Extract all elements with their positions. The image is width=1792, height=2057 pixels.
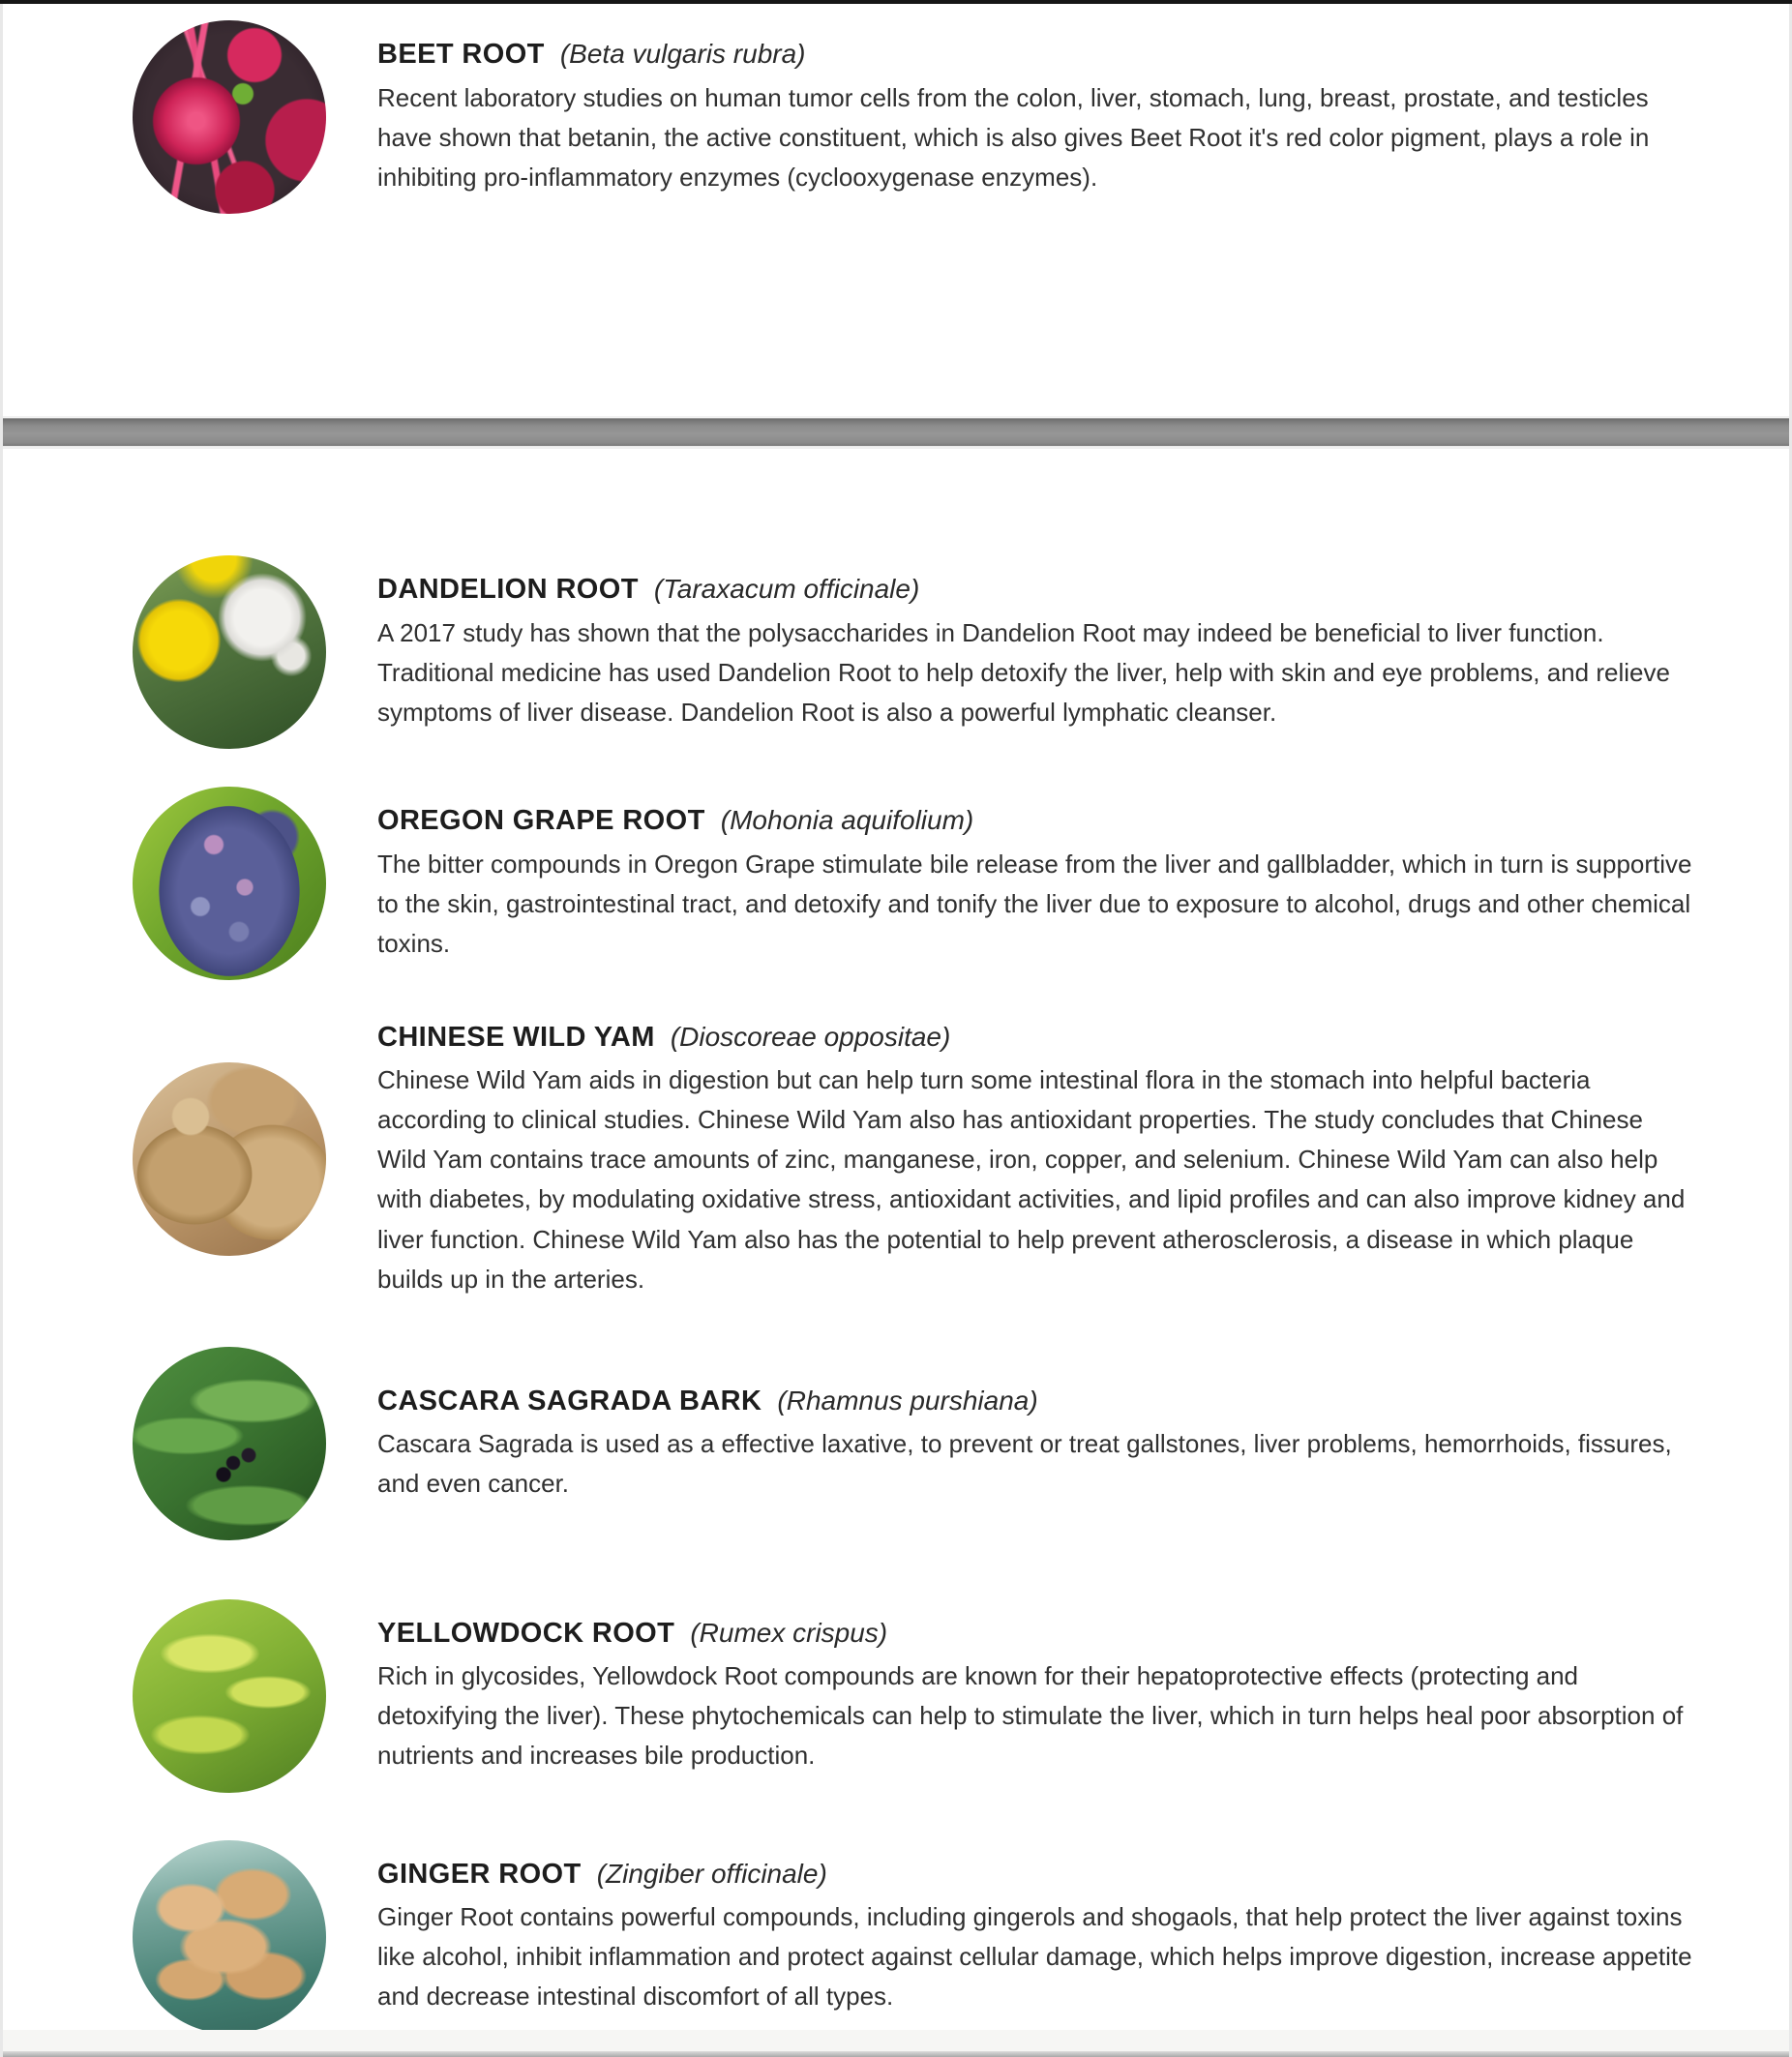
section-text [377,803,1693,963]
section-yellowdock-root [133,1599,1792,1793]
section-heading [377,1616,1693,1651]
yellowdock-photo [133,1599,326,1793]
chinese-wild-yam-photo [133,1062,326,1256]
section-heading [377,803,1693,838]
oregon-grape-photo [133,787,326,980]
ingredient-description: Ginger Root contains powerful compounds, including gingerols and shogaols, that help protect the liver against toxins like alcohol, inhibit inflammation and protect against cellular damage, which helps improve digestion, increase appetite and decrease intestinal discomfort of all types. [377,1902,1692,2012]
section-text [377,1020,1693,1299]
ingredient-latin-name: (Taraxacum officinale) [653,574,920,605]
bottom-border [0,2051,1792,2057]
section-heading [377,572,1693,607]
ingredient-latin-name: (Dioscoreae oppositae) [670,1022,951,1052]
ingredient-name: CASCARA SAGRADA BARK [377,1385,762,1416]
ingredient-description: Chinese Wild Yam aids in digestion but can help turn some intestinal flora in the stomach into helpful bacteria according to clinical studies. Chinese Wild Yam also has antioxidant properties. The study concludes that Chinese Wild Yam contains trace amounts of zinc, manganese, iron, copper, and selenium. Chinese Wild Yam can also help with diabetes, by modulating oxidative stress, antioxidant activities, and lipid profiles and can also improve kidney and liver function. Chinese Wild Yam also has the potential to help prevent atherosclerosis, a disease in which plaque builds up in the arteries. [377,1065,1686,1294]
section-text [377,1616,1693,1775]
ingredient-latin-name: (Zingiber officinale) [596,1858,827,1889]
page-divider-bar [0,416,1792,449]
ingredient-name: YELLOWDOCK ROOT [377,1617,675,1649]
section-cascara-sagrada-bark [133,1347,1792,1540]
section-beet-root [133,20,1792,214]
ingredient-latin-name: (Rhamnus purshiana) [777,1385,1038,1416]
section-chinese-wild-yam [133,1020,1792,1299]
ingredient-name: CHINESE WILD YAM [377,1022,655,1053]
page-2 [0,555,1792,2057]
ingredient-latin-name: (Mohonia aquifolium) [720,805,974,836]
section-heading [377,1020,1693,1055]
ingredient-name: GINGER ROOT [377,1858,582,1890]
ingredient-latin-name: (Beta vulgaris rubra) [559,39,806,70]
top-border [0,0,1792,4]
page-1 [0,20,1792,416]
ingredient-description: A 2017 study has shown that the polysaccharides in Dandelion Root may indeed be beneficial to liver function. Traditional medicine has used Dandelion Root to help detoxify the liver, help with skin and eye problems, and relieve symptoms of liver disease. Dandelion Root is also a powerful lymphatic cleanser. [377,617,1670,727]
section-heading [377,1857,1693,1892]
ingredient-description: Cascara Sagrada is used as a effective laxative, to prevent or treat gallstones, liver problems, hemorrhoids, fissures, and even cancer. [377,1428,1672,1498]
section-text [377,1857,1693,2016]
section-heading [377,1384,1693,1418]
section-text [377,1384,1693,1504]
cascara-sagrada-photo [133,1347,326,1540]
beet-root-photo [133,20,326,214]
left-page-border [0,0,3,2057]
section-dandelion-root [133,555,1792,749]
ingredient-description: Rich in glycosides, Yellowdock Root compounds are known for their hepatoprotective effects (protecting and detoxifying the liver). These phytochemicals can help to stimulate the liver, which in turn helps heal poor absorption of nutrients and increases bile production. [377,1661,1684,1771]
dandelion-photo [133,555,326,749]
ingredient-description: The bitter compounds in Oregon Grape stimulate bile release from the liver and gallbladder, which in turn is supportive to the skin, gastrointestinal tract, and detoxify and tonify the liver due to exposure to alcohol, drugs and other chemical toxins. [377,849,1692,958]
section-ginger-root [133,1840,1792,2034]
ingredient-name: OREGON GRAPE ROOT [377,805,705,837]
bottom-page-edge [0,2030,1792,2051]
ingredient-description: Recent laboratory studies on human tumor cells from the colon, liver, stomach, lung, breast, prostate, and testicles have shown that betanin, the active constituent, which is also gives Beet Root it's red color pigment, plays a role in inhibiting pro-inflammatory enzymes (cyclooxygenase enzymes). [377,82,1650,192]
ingredient-name: DANDELION ROOT [377,574,639,606]
section-oregon-grape-root [133,787,1792,980]
ingredient-latin-name: (Rumex crispus) [690,1617,888,1648]
section-text [377,37,1693,196]
section-heading [377,37,1693,72]
ginger-photo [133,1840,326,2034]
ingredient-name: BEET ROOT [377,39,545,71]
section-text [377,572,1693,731]
